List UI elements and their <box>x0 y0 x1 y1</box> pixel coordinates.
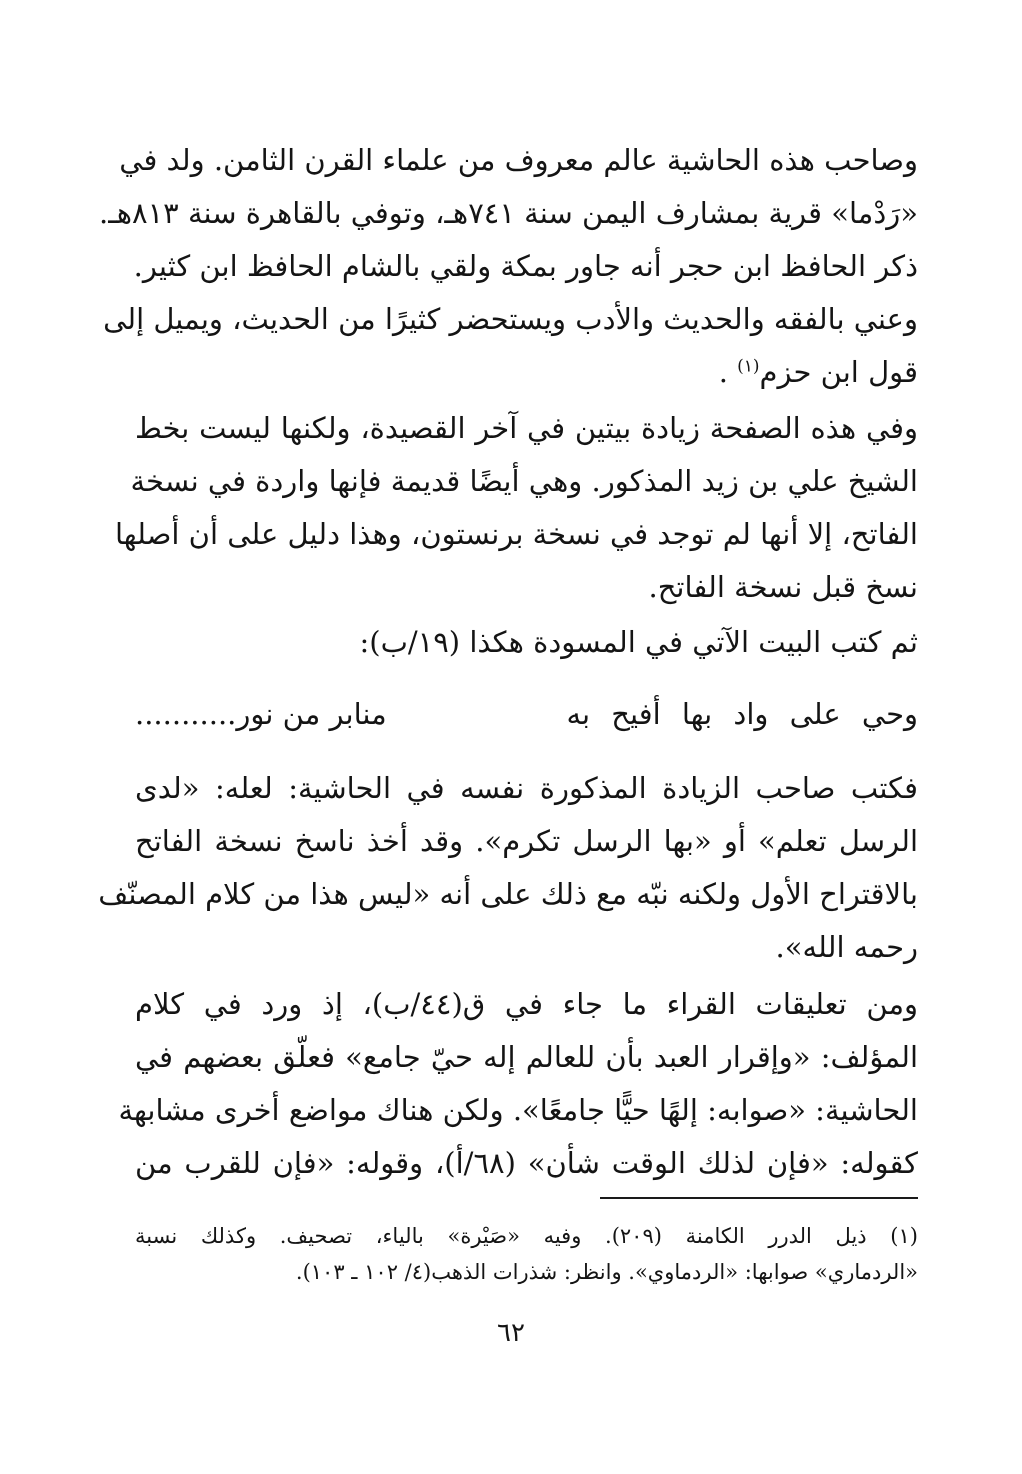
paragraph-line: بالاقتراح الأول ولكنه نبّه مع ذلك على أنه «ليس هذا من كلام المصنّف <box>98 877 918 911</box>
paragraph-line: فكتب صاحب الزيادة المذكورة نفسه في الحاشية: لعله: «لدى <box>135 771 918 805</box>
paragraph-line <box>135 346 918 399</box>
page-number: ٦٢ <box>497 1318 525 1348</box>
paragraph-line: رحمه الله». <box>775 930 918 964</box>
paragraph-text: قول ابن حزم <box>759 355 918 389</box>
footnote-line: «الردماري» صوابها: «الردماوي». وانظر: شذرات الذهب(٤/ ١٠٢ ـ ١٠٣). <box>295 1260 918 1284</box>
footnote-marker: (١) <box>737 356 760 377</box>
paragraph-line: الفاتح، إلا أنها لم توجد في نسخة برنستون، وهذا دليل على أن أصلها <box>114 517 918 551</box>
paragraph-line: وصاحب هذه الحاشية عالم معروف من علماء القرن الثامن. ولد في <box>119 143 918 177</box>
footnote <box>135 1218 918 1290</box>
paragraph-line: وفي هذه الصفحة زيادة بيتين في آخر القصيدة، ولكنها ليست بخط <box>135 411 918 445</box>
paragraph-2 <box>114 402 918 614</box>
paragraph-line: ذكر الحافظ ابن حجر أنه جاور بمكة ولقي بالشام الحافظ ابن كثير. <box>133 249 918 283</box>
verse-first-hemistich: وحي على واد بها أفيح به <box>566 697 918 731</box>
paragraph-line: وعني بالفقه والحديث والأدب ويستحضر كثيرًا من الحديث، ويميل إلى <box>103 302 918 336</box>
paragraph-1 <box>99 134 918 399</box>
paragraph-3 <box>135 616 918 669</box>
verse-second-hemistich: منابر من نور........... <box>135 697 387 731</box>
paragraph-line: الشيخ علي بن زيد المذكور. وهي أيضًا قديمة فإنها واردة في نسخة <box>130 464 918 498</box>
poetry-verse <box>135 688 918 741</box>
paragraph-4 <box>98 762 918 974</box>
paragraph-line: المؤلف: «وإقرار العبد بأن للعالم إله حيّ جامع» فعلّق بعضهم في <box>135 1040 918 1074</box>
paragraph-line: الحاشية: «صوابه: إلهًا حيًّا جامعًا». ولكن هناك مواضع أخرى مشابهة <box>118 1093 918 1127</box>
paragraph-line: الرسل تعلم» أو «بها الرسل تكرم». وقد أخذ ناسخ نسخة الفاتح <box>135 824 918 858</box>
paragraph-line: ومن تعليقات القراء ما جاء في ق(٤٤/ب)، إذ ورد في كلام <box>135 987 918 1021</box>
paragraph-text: . <box>718 355 728 389</box>
paragraph-5 <box>118 978 918 1190</box>
paragraph-line: نسخ قبل نسخة الفاتح. <box>648 570 918 604</box>
paragraph-line: «رَدْما» قرية بمشارف اليمن سنة ٧٤١هـ، وتوفي بالقاهرة سنة ٨١٣هـ. <box>99 196 918 230</box>
paragraph-line: ثم كتب البيت الآتي في المسودة هكذا (١٩/ب): <box>359 625 918 659</box>
footnote-separator <box>600 1197 918 1199</box>
footnote-line: (١) ذيل الدرر الكامنة (٢٠٩). وفيه «صَيْرة» بالياء، تصحيف. وكذلك نسبة <box>135 1224 918 1248</box>
paragraph-line: كقوله: «فإن لذلك الوقت شأن» (٦٨/أ)، وقوله: «فإن للقرب من <box>135 1146 918 1180</box>
